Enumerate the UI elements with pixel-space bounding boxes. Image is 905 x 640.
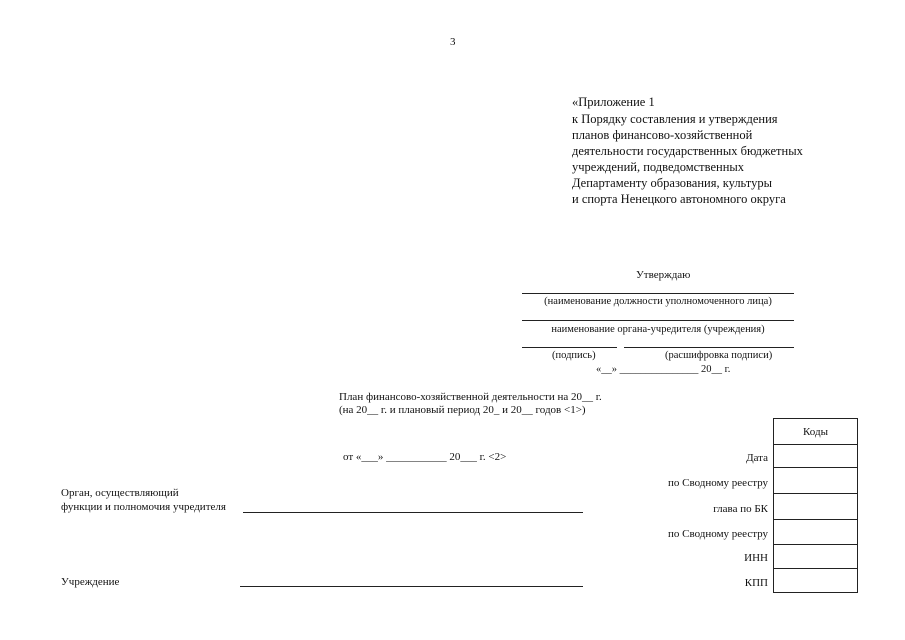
organ-caption: наименование органа-учредителя (учреждения) <box>551 324 765 335</box>
decoding-caption: (расшифровка подписи) <box>665 350 773 361</box>
row-label-bk: глава по БК <box>713 503 768 515</box>
appendix-line: к Порядку составления и утверждения <box>572 112 778 126</box>
approve-title: Утверждаю <box>636 269 691 281</box>
approve-date: «__» _______________ 20__ г. <box>596 364 731 375</box>
signature-line <box>522 347 617 348</box>
code-cell-divider <box>774 544 857 545</box>
row-label-registry: по Сводному реестру <box>668 528 768 540</box>
organ-line <box>522 320 794 321</box>
organ-label: функции и полномочия учредителя <box>61 501 226 513</box>
appendix-line: и спорта Ненецкого автономного округа <box>572 192 786 206</box>
organ-label: Орган, осуществляющий <box>61 487 179 499</box>
appendix-line: деятельности государственных бюджетных <box>572 144 803 158</box>
decoding-line <box>624 347 794 348</box>
page-number: 3 <box>450 36 456 48</box>
code-cell-divider <box>774 493 857 494</box>
position-line <box>522 293 794 294</box>
row-label-registry: по Сводному реестру <box>668 477 768 489</box>
institution-label: Учреждение <box>61 576 120 588</box>
code-cell-divider <box>774 568 857 569</box>
row-label-inn: ИНН <box>744 552 768 564</box>
plan-subtitle: (на 20__ г. и плановый период 20_ и 20__ годов <1>) <box>339 404 586 416</box>
row-label-kpp: КПП <box>744 577 768 589</box>
appendix-line: «Приложение 1 <box>572 95 655 109</box>
code-cell-divider <box>774 519 857 520</box>
signature-caption: (подпись) <box>552 350 596 361</box>
codes-table <box>773 418 858 593</box>
code-cell-divider <box>774 467 857 468</box>
plan-date: от «___» ___________ 20___ г. <2> <box>343 451 507 463</box>
appendix-line: Департаменту образования, культуры <box>572 176 772 190</box>
organ-field-line <box>243 512 583 513</box>
appendix-line: планов финансово-хозяйственной <box>572 128 753 142</box>
codes-header: Коды <box>774 419 857 445</box>
position-caption: (наименование должности уполномоченного лица) <box>544 296 772 307</box>
plan-title: План финансово-хозяйственной деятельности на 20__ г. <box>339 391 602 403</box>
appendix-line: учреждений, подведомственных <box>572 160 745 174</box>
institution-field-line <box>240 586 583 587</box>
row-label-date: Дата <box>746 452 768 464</box>
